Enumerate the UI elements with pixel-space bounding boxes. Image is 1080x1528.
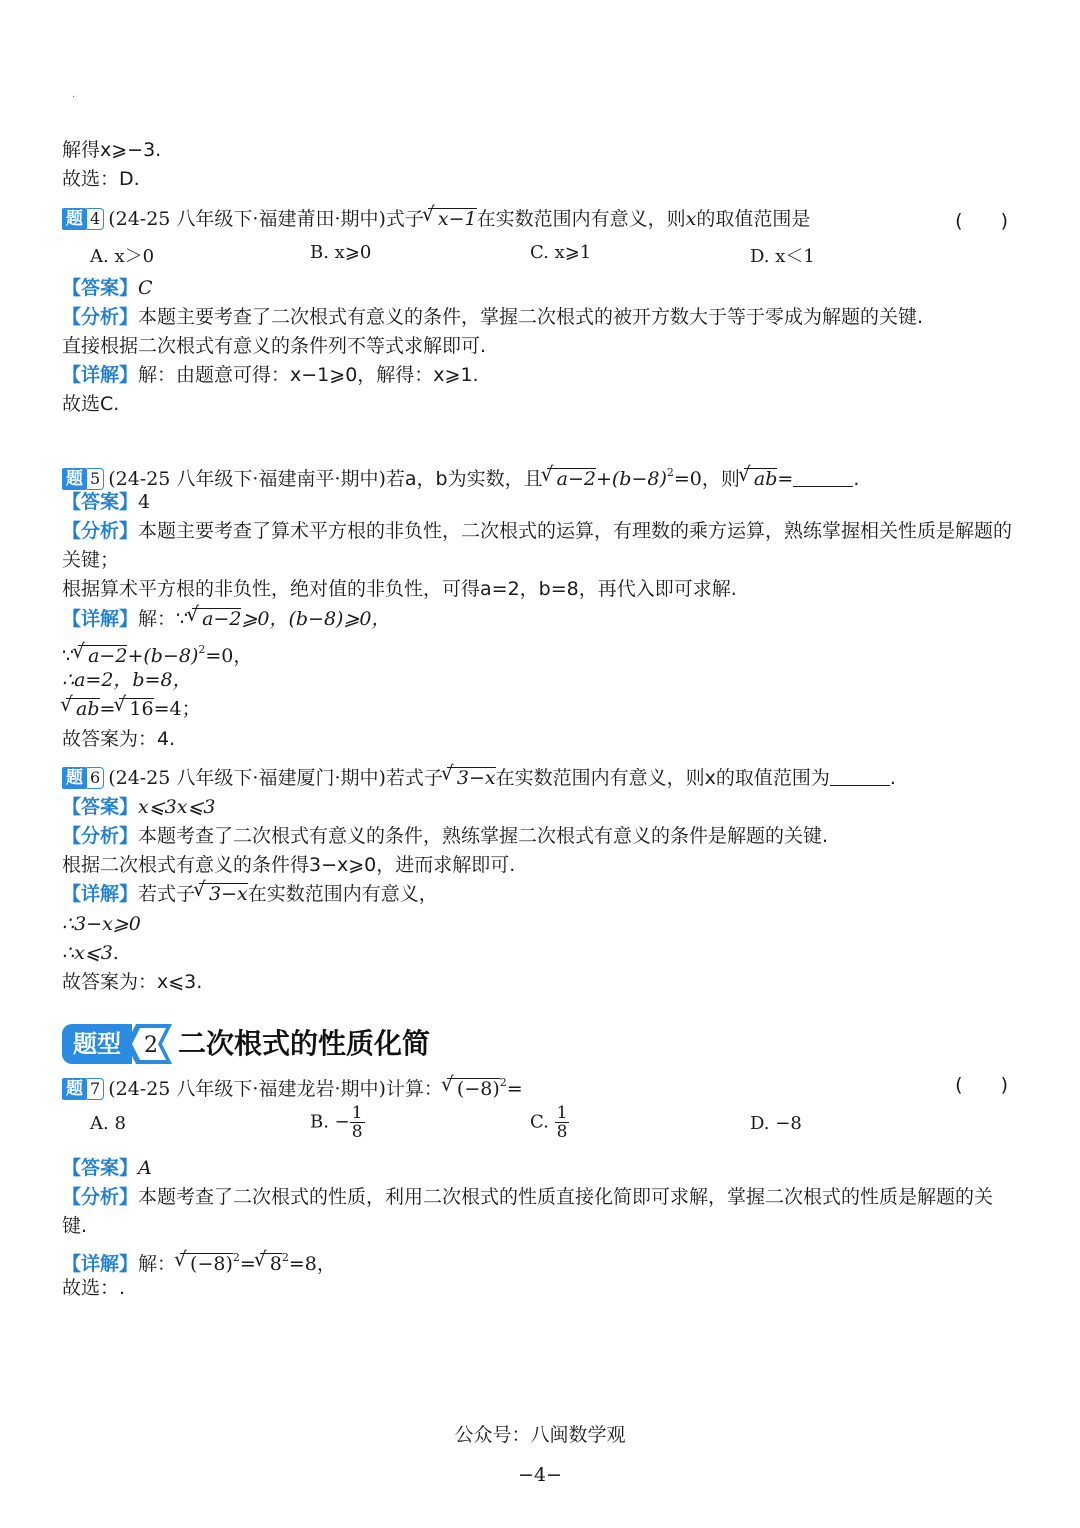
detail-line xyxy=(62,881,438,907)
sqrt-expression: √ 3−x xyxy=(199,883,248,904)
answer-line xyxy=(62,1155,152,1181)
period: . xyxy=(853,468,860,490)
detail-tag: 【详解】 xyxy=(62,608,139,630)
option-c: C. x⩾1 xyxy=(530,242,592,263)
math-expression: =4； xyxy=(153,698,201,720)
math-expression: =8， xyxy=(288,1253,336,1275)
section-label: 题型 xyxy=(62,1024,132,1064)
sqrt-expression: √ a−2 xyxy=(192,608,241,629)
detail-tag: 【详解】 xyxy=(62,364,139,386)
variable: x xyxy=(685,208,697,230)
answer-line xyxy=(62,489,150,515)
detail-text: 解：∵ xyxy=(138,608,189,630)
because-symbol: ∵ xyxy=(62,645,75,667)
fill-blank[interactable] xyxy=(830,767,890,786)
analysis-tag: 【分析】 xyxy=(62,1186,139,1208)
analysis-text-2: 根据算术平方根的非负性，绝对值的非负性，可得a=2，b=8，再代入即可求解. xyxy=(62,578,737,600)
answer-tag: 【答案】 xyxy=(62,1157,139,1179)
equals: = xyxy=(777,468,794,490)
sqrt-expression: √ a−2 xyxy=(547,468,596,489)
equals: = xyxy=(239,1253,256,1275)
step-line: ∴x⩽3. xyxy=(62,942,119,964)
option-label: B. − xyxy=(310,1111,350,1133)
detail-text: 若式子 xyxy=(138,883,196,905)
analysis-cont: 关键； xyxy=(62,549,120,571)
answer-value: 4 xyxy=(138,491,151,513)
fraction: $\frac{1}{8}$ xyxy=(351,1103,363,1142)
period: . xyxy=(889,767,896,789)
analysis-tag: 【分析】 xyxy=(62,306,139,328)
question-source: (24-25 八年级下·福建南平·期中) xyxy=(108,468,386,490)
step-line: ∵√ $a-2+(b-8)^2=0$， xyxy=(62,637,252,669)
footer-account: 公众号：八闽数学观 xyxy=(454,1424,626,1446)
conclusion: 故选C. xyxy=(62,393,120,415)
detail-tag: 【详解】 xyxy=(62,1253,139,1275)
analysis-text-2: 直接根据二次根式有意义的条件列不等式求解即可. xyxy=(62,335,487,357)
answer-value: x⩽3x⩽3 xyxy=(138,796,216,818)
solution-conclusion: 故选：D. xyxy=(62,168,140,190)
analysis-tag: 【分析】 xyxy=(62,825,139,847)
question-source: (24-25 八年级下·福建厦门·期中) xyxy=(108,767,386,789)
detail-text: 解： xyxy=(138,1253,177,1275)
detail-line xyxy=(62,606,390,632)
sqrt-expression: √ x−1 xyxy=(428,208,477,229)
header-mark: · xyxy=(72,92,76,103)
section-title: 二次根式的性质化简 xyxy=(178,1027,431,1060)
answer-line xyxy=(62,794,215,820)
math-expression: +(b−8) xyxy=(595,468,667,490)
analysis-cont: 键. xyxy=(62,1215,88,1237)
conclusion: 故选：. xyxy=(62,1277,126,1299)
analysis-text: 本题考查了二次根式有意义的条件，熟练掌握二次根式有意义的条件是解题的关键. xyxy=(138,825,829,847)
question-text: 式子 xyxy=(385,208,424,230)
conclusion: 故答案为：4. xyxy=(62,728,176,750)
math-expression: =0， xyxy=(205,645,253,667)
answer-tag: 【答案】 xyxy=(62,796,139,818)
sqrt-expression: √ 16 xyxy=(119,698,153,719)
page-number: −4− xyxy=(518,1464,562,1486)
analysis-text: 本题主要考查了算术平方根的非负性，二次根式的运算，有理数的乘方运算，熟练掌握相关性质是解题的 xyxy=(138,520,1013,542)
detail-text: 解：由题意可得：x−1⩾0，解得：x⩾1. xyxy=(138,364,479,386)
analysis-text: 本题考查了二次根式的性质，利用二次根式的性质直接化简即可求解，掌握二次根式的性质是解题的关 xyxy=(138,1186,994,1208)
section-number: 2 xyxy=(144,1033,158,1058)
question-source: (24-25 八年级下·福建莆田·期中) xyxy=(108,208,386,230)
answer-line xyxy=(62,275,153,301)
option-b xyxy=(310,1104,365,1141)
analysis-line xyxy=(62,518,1012,544)
sqrt-expression: √ 8 xyxy=(260,1253,282,1274)
question-6 xyxy=(62,765,896,791)
question-number: 7 xyxy=(87,1078,104,1100)
question-badge: 题 xyxy=(62,1078,87,1100)
option-label: C. xyxy=(530,1111,555,1133)
question-text: 在实数范围内有意义，则x的取值范围为 xyxy=(495,767,830,789)
analysis-line xyxy=(62,823,828,849)
step-line xyxy=(62,696,201,722)
analysis-tag: 【分析】 xyxy=(62,520,139,542)
option-c xyxy=(530,1104,569,1141)
fraction: $\frac{1}{8}$ xyxy=(556,1103,568,1142)
math-expression: =0，则 xyxy=(673,468,740,490)
sqrt-expression: √ ab xyxy=(744,468,778,489)
section-number-badge xyxy=(126,1024,172,1064)
question-text: 的取值范围是 xyxy=(696,208,811,230)
analysis-line xyxy=(62,1184,993,1210)
equals: = xyxy=(506,1078,523,1100)
option-a: A. 8 xyxy=(90,1113,126,1134)
math-expression: ⩾0，(b−8)⩾0， xyxy=(241,608,391,630)
fill-blank[interactable] xyxy=(793,468,853,487)
answer-value: A xyxy=(138,1157,152,1179)
detail-line: 【详解】解：√ $(-8)^2=√$ $8^2=8$， xyxy=(62,1245,336,1277)
option-b: B. x⩾0 xyxy=(310,242,372,263)
question-text: 若a，b为实数，且 xyxy=(385,468,543,490)
option-d: D. x＜1 xyxy=(750,246,815,267)
sqrt-expression: √ a−2 xyxy=(78,645,127,666)
question-number: 6 xyxy=(87,767,104,789)
sqrt-expression: √ (−8) xyxy=(180,1253,233,1274)
detail-line xyxy=(62,362,479,388)
analysis-text-2: 根据二次根式有意义的条件得3−x⩾0，进而求解即可. xyxy=(62,854,516,876)
question-source: (24-25 八年级下·福建龙岩·期中) xyxy=(108,1078,386,1100)
detail-text: 在实数范围内有意义， xyxy=(247,883,438,905)
analysis-text: 本题主要考查了二次根式有意义的条件，掌握二次根式的被开方数大于等于零成为解题的关键. xyxy=(138,306,924,328)
question-4 xyxy=(62,206,810,232)
option-d: D. −8 xyxy=(750,1113,802,1134)
question-number: 5 xyxy=(87,468,104,490)
sqrt-expression: √ ab xyxy=(66,698,100,719)
conclusion: 故答案为：x⩽3. xyxy=(62,971,203,993)
question-text: 在实数范围内有意义，则 xyxy=(476,208,686,230)
sqrt-expression: √ (−8) xyxy=(447,1078,500,1099)
question-7: 题 7 (24-25 八年级下·福建龙岩·期中)计算：√ $(-8)^2=$ xyxy=(62,1070,523,1102)
detail-tag: 【详解】 xyxy=(62,883,139,905)
question-text: 若式子 xyxy=(385,767,443,789)
equals: = xyxy=(99,698,116,720)
solution-line: 解得x⩾−3. xyxy=(62,139,162,161)
answer-paren: ( ) xyxy=(955,1074,1008,1096)
question-number: 4 xyxy=(87,208,104,230)
option-a: A. x＞0 xyxy=(90,246,155,267)
answer-tag: 【答案】 xyxy=(62,277,139,299)
question-text: 计算： xyxy=(385,1078,443,1100)
question-badge: 题 xyxy=(62,767,87,789)
step-line: ∴a=2，b=8， xyxy=(62,669,192,691)
answer-tag: 【答案】 xyxy=(62,491,139,513)
analysis-line xyxy=(62,304,923,330)
question-5: 题 5 (24-25 八年级下·福建南平·期中)若a，b为实数，且√ $a-2+(b-8)^2=0$，则√ ab= . xyxy=(62,460,859,492)
math-expression: +(b−8) xyxy=(127,645,199,667)
question-badge: 题 xyxy=(62,208,87,230)
step-line: ∴3−x⩾0 xyxy=(62,913,141,935)
question-badge: 题 xyxy=(62,468,87,490)
sqrt-expression: √ 3−x xyxy=(447,767,496,788)
answer-paren: ( ) xyxy=(955,210,1008,232)
answer-value: C xyxy=(138,277,153,299)
